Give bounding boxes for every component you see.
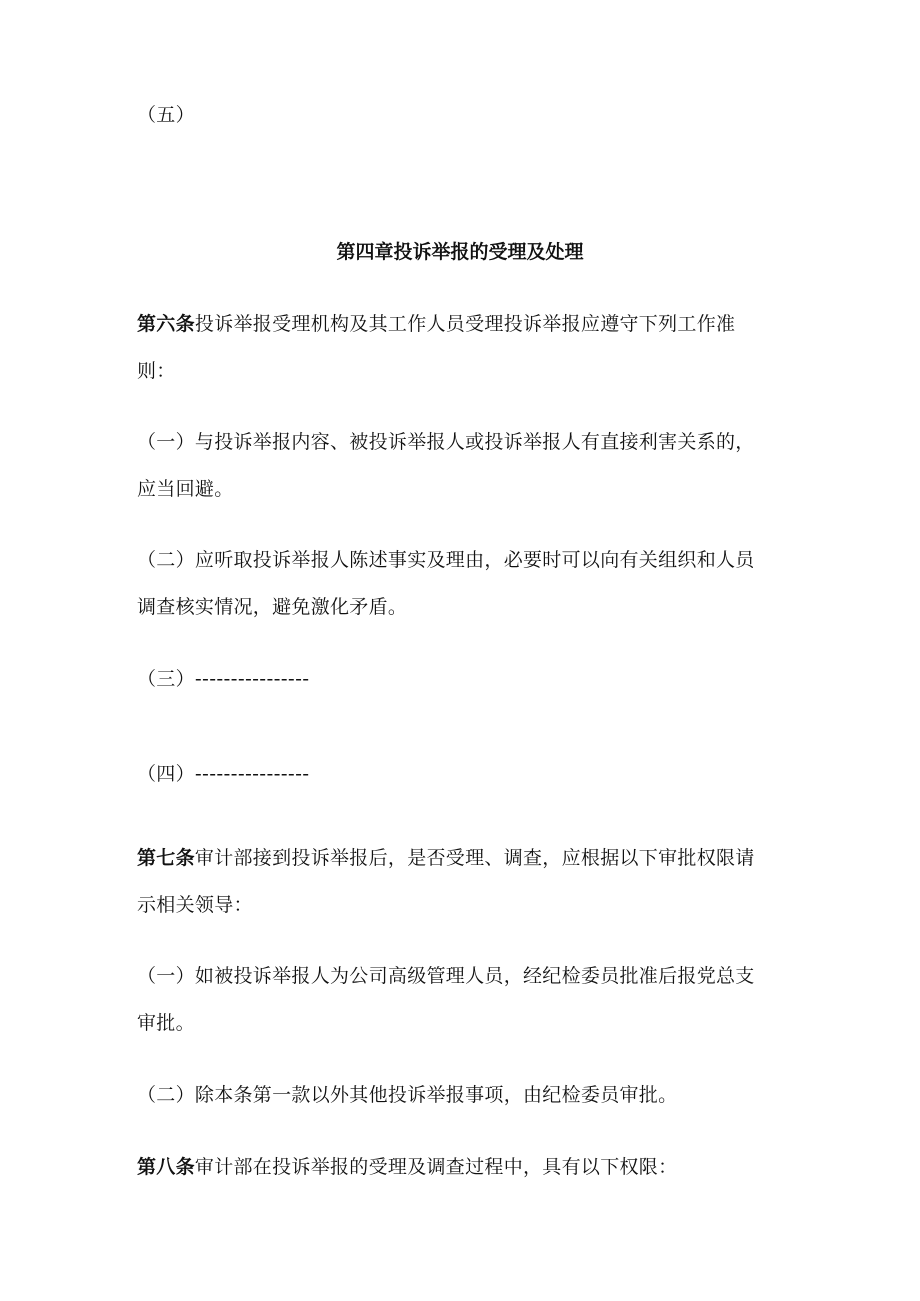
article-7-item-2: （二）除本条第一款以外其他投诉举报事项，由纪检委员审批。 [137, 1084, 678, 1106]
article-8-label: 第八条 [137, 1156, 195, 1178]
chapter-title: 第四章投诉举报的受理及处理 [336, 241, 584, 263]
item-5: （五） [137, 104, 195, 126]
article-6-item-2-line-1: （二）应听取投诉举报人陈述事实及理由，必要时可以向有关组织和人员 [137, 549, 755, 571]
article-8-line-1 [137, 1154, 677, 1180]
article-6-text: 投诉举报受理机构及其工作人员受理投诉举报应遵守下列工作准 [194, 313, 736, 335]
article-7-item-1-line-2: 审批。 [137, 1012, 195, 1034]
article-7-line-1 [137, 845, 755, 871]
article-6-item-3: （三）---------------- [137, 668, 310, 690]
article-6-label: 第六条 [137, 313, 195, 335]
article-6-line-2: 则： [137, 360, 176, 382]
article-7-text: 审计部接到投诉举报后，是否受理、调查，应根据以下审批权限请 [194, 847, 755, 869]
article-6-item-1-line-2: 应当回避。 [137, 478, 234, 500]
article-6-item-4: （四）---------------- [137, 763, 310, 785]
article-8-text: 审计部在投诉举报的受理及调查过程中，具有以下权限： [194, 1156, 678, 1178]
article-6-line-1 [137, 311, 735, 337]
article-7-item-1-line-1: （一）如被投诉举报人为公司高级管理人员，经纪检委员批准后报党总支 [137, 965, 755, 987]
article-6-item-1-line-1: （一）与投诉举报内容、被投诉举报人或投诉举报人有直接利害关系的， [137, 431, 755, 453]
article-7-label: 第七条 [137, 847, 195, 869]
article-6-item-2-line-2: 调查核实情况，避免激化矛盾。 [137, 596, 408, 618]
article-7-line-2: 示相关领导： [137, 894, 253, 916]
